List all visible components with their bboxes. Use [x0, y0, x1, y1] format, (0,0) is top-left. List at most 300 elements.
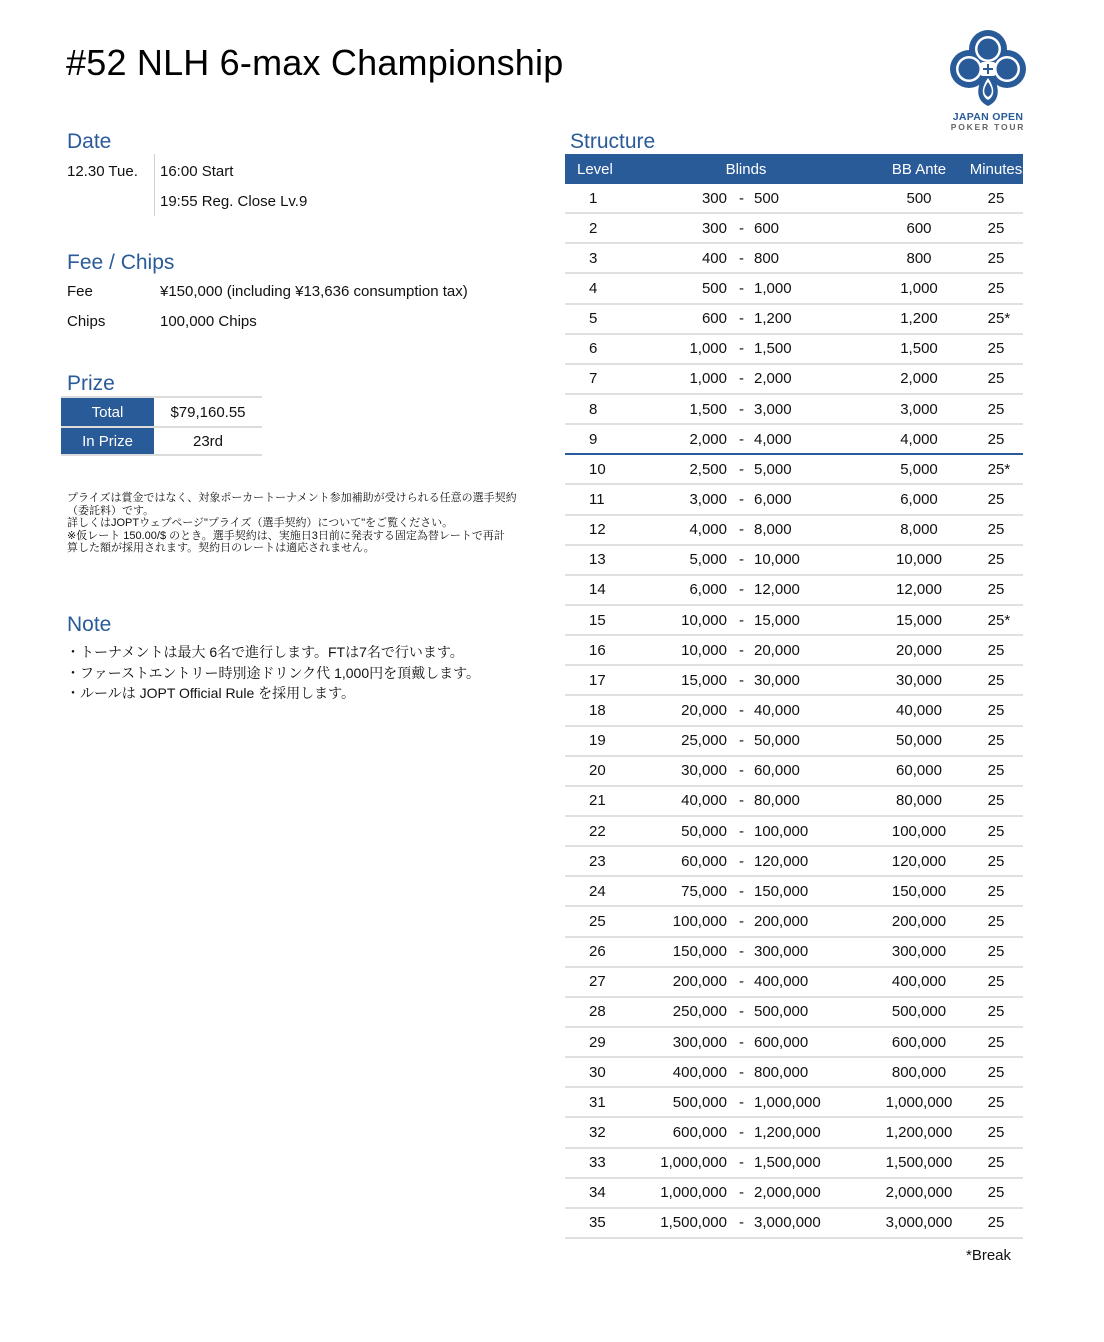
minutes-cell: [969, 401, 1023, 418]
small-blind-cell: 300: [701, 219, 727, 237]
minutes-cell: 25*: [987, 611, 1011, 629]
start-time: 16:00 Start: [160, 163, 234, 180]
big-blind-cell: 40,000: [754, 701, 800, 719]
page-title: #52 NLH 6-max Championship: [66, 42, 564, 83]
structure-row: [565, 636, 1023, 666]
blind-separator: -: [739, 611, 744, 629]
minutes-cell: [969, 732, 1023, 749]
minutes-value: 25: [987, 973, 1005, 991]
bb-ante-cell: 5,000: [900, 460, 938, 478]
structure-row: [565, 244, 1023, 274]
blind-separator: -: [739, 249, 744, 267]
column-header-minutes: Minutes: [969, 160, 1023, 178]
small-blind-cell: 5,000: [689, 551, 727, 569]
minutes-value: 25: [987, 641, 1005, 659]
level-cell: 18: [589, 701, 606, 719]
bb-ante-cell: 2,000,000: [885, 1184, 953, 1202]
structure-row: [565, 1118, 1023, 1148]
small-blind-cell: 100,000: [672, 912, 727, 930]
small-blind-cell: 150,000: [672, 943, 727, 961]
blind-separator: -: [739, 310, 744, 328]
minutes-value: 25: [987, 732, 1005, 750]
big-blind-cell: 6,000: [754, 490, 792, 508]
disclaimer-line: （委託料）です。: [67, 504, 155, 517]
small-blind-cell: 75,000: [681, 882, 727, 900]
big-blind-cell: 1,200,000: [754, 1123, 821, 1141]
level-cell: 16: [589, 641, 606, 659]
bb-ante-cell: 1,000: [900, 279, 938, 297]
small-blind-cell: 40,000: [681, 792, 727, 810]
small-blind-cell: 1,000,000: [660, 1184, 727, 1202]
logo-text-line1: JAPAN OPEN: [952, 111, 1024, 123]
blind-separator: -: [739, 732, 744, 750]
structure-row: [565, 696, 1023, 726]
structure-row: [565, 727, 1023, 757]
minutes-cell: 25*: [987, 460, 1011, 478]
minutes-cell: [969, 521, 1023, 538]
structure-row: [565, 485, 1023, 515]
minutes-cell: 25*: [987, 310, 1011, 328]
minutes-value: 25: [987, 189, 1005, 207]
minutes-value: 25: [987, 1063, 1005, 1081]
small-blind-cell: 10,000: [681, 611, 727, 629]
structure-row: [565, 817, 1023, 847]
bb-ante-cell: 1,200,000: [885, 1123, 953, 1141]
blind-separator: -: [739, 1123, 744, 1141]
minutes-value: 25: [987, 581, 1005, 599]
minutes-value: 25: [987, 249, 1005, 267]
level-cell: 2: [589, 219, 598, 237]
disclaimer-line: 詳しくはJOPTウェブページ"プライズ（選手契約）について"をご覧ください。: [67, 517, 454, 529]
minutes-value: 25: [987, 490, 1005, 508]
big-blind-cell: 1,200: [754, 310, 792, 328]
level-cell: 8: [589, 400, 598, 418]
structure-row: [565, 1209, 1023, 1239]
bb-ante-cell: 1,500,000: [885, 1154, 953, 1172]
structure-row: [565, 305, 1023, 335]
note-item: ・トーナメントは最大 6名で進行します。FTは7名で行います。: [66, 644, 464, 660]
structure-row: [565, 666, 1023, 696]
blind-separator: -: [739, 973, 744, 991]
structure-row: [565, 1058, 1023, 1088]
structure-row: [565, 395, 1023, 425]
minutes-cell: [969, 1154, 1023, 1171]
small-blind-cell: 300: [701, 189, 727, 207]
level-cell: 7: [589, 370, 598, 388]
minutes-cell: [969, 1003, 1023, 1020]
blind-separator: -: [739, 340, 744, 358]
bb-ante-cell: 100,000: [891, 822, 947, 840]
bb-ante-cell: 12,000: [896, 581, 942, 599]
small-blind-cell: 30,000: [681, 762, 727, 780]
bb-ante-cell: 30,000: [896, 671, 942, 689]
big-blind-cell: 5,000: [754, 460, 792, 478]
date-day: 12.30 Tue.: [67, 163, 138, 180]
minutes-value: 25: [987, 852, 1005, 870]
big-blind-cell: 120,000: [754, 852, 809, 870]
small-blind-cell: 60,000: [681, 852, 727, 870]
structure-row: [565, 847, 1023, 877]
big-blind-cell: 1,000: [754, 279, 792, 297]
big-blind-cell: 15,000: [754, 611, 800, 629]
big-blind-cell: 3,000,000: [754, 1214, 821, 1232]
structure-row: [565, 998, 1023, 1028]
prize-total-label: Total: [61, 398, 154, 426]
small-blind-cell: 2,500: [689, 460, 727, 478]
small-blind-cell: 10,000: [681, 641, 727, 659]
structure-table-body: [565, 184, 1023, 1239]
big-blind-cell: 1,500: [754, 340, 792, 358]
level-cell: 34: [589, 1184, 606, 1202]
bb-ante-cell: 1,500: [900, 340, 938, 358]
bb-ante-cell: 500,000: [891, 1003, 947, 1021]
minutes-cell: [969, 1124, 1023, 1141]
minutes-cell: [969, 792, 1023, 809]
minutes-cell: [969, 250, 1023, 267]
bb-ante-cell: 600: [906, 219, 932, 237]
blind-separator: -: [739, 1093, 744, 1111]
structure-row: [565, 425, 1023, 455]
minutes-cell: [969, 913, 1023, 930]
small-blind-cell: 25,000: [681, 732, 727, 750]
level-cell: 4: [589, 279, 598, 297]
minutes-cell: [969, 340, 1023, 357]
minutes-cell: [969, 1064, 1023, 1081]
note-heading: Note: [67, 613, 112, 636]
big-blind-cell: 1,000,000: [754, 1093, 821, 1111]
structure-row: [565, 214, 1023, 244]
big-blind-cell: 8,000: [754, 521, 792, 539]
bb-ante-cell: 500: [906, 189, 932, 207]
small-blind-cell: 1,000: [689, 370, 727, 388]
disclaimer-line: 算した額が採用されます。契約日のレートは適応されません。: [67, 542, 375, 554]
blind-separator: -: [739, 279, 744, 297]
minutes-value: 25: [987, 912, 1005, 930]
minutes-value: 25: [987, 1003, 1005, 1021]
minutes-cell: [969, 220, 1023, 237]
bb-ante-cell: 400,000: [891, 973, 947, 991]
bb-ante-cell: 800,000: [891, 1063, 947, 1081]
minutes-value: 25: [987, 792, 1005, 810]
big-blind-cell: 3,000: [754, 400, 792, 418]
level-cell: 27: [589, 973, 606, 991]
disclaimer-line: プライズは賞金ではなく、対象ポーカートーナメント参加補助が受けられる任意の選手契約: [67, 492, 517, 504]
fee-chips-heading: Fee / Chips: [67, 251, 175, 274]
blind-separator: -: [739, 822, 744, 840]
level-cell: 6: [589, 340, 598, 358]
structure-row: [565, 184, 1023, 214]
minutes-cell: [969, 642, 1023, 659]
bb-ante-cell: 3,000,000: [885, 1214, 953, 1232]
level-cell: 10: [589, 460, 606, 478]
big-blind-cell: 400,000: [754, 973, 809, 991]
structure-row: [565, 576, 1023, 606]
blind-separator: -: [739, 370, 744, 388]
minutes-cell: [969, 1184, 1023, 1201]
bb-ante-cell: 20,000: [896, 641, 942, 659]
big-blind-cell: 2,000: [754, 370, 792, 388]
column-header-level: Level: [577, 160, 613, 178]
minutes-value: 25: [987, 460, 1005, 478]
structure-row: [565, 757, 1023, 787]
minutes-cell: [969, 370, 1023, 387]
minutes-value: 25: [987, 1123, 1005, 1141]
bb-ante-cell: 40,000: [896, 701, 942, 719]
minutes-cell: [969, 853, 1023, 870]
level-cell: 11: [589, 490, 605, 508]
note-list: [66, 642, 480, 704]
structure-table: [565, 154, 1023, 1239]
bb-ante-cell: 6,000: [900, 490, 938, 508]
big-blind-cell: 600: [754, 219, 780, 237]
big-blind-cell: 600,000: [754, 1033, 809, 1051]
blind-separator: -: [739, 1184, 744, 1202]
big-blind-cell: 10,000: [754, 551, 800, 569]
big-blind-cell: 100,000: [754, 822, 809, 840]
reg-close-time: 19:55 Reg. Close Lv.9: [160, 193, 308, 210]
small-blind-cell: 300,000: [672, 1033, 727, 1051]
minutes-value: 25: [987, 310, 1005, 328]
blind-separator: -: [739, 1063, 744, 1081]
minutes-cell: [969, 1094, 1023, 1111]
minutes-value: 25: [987, 611, 1005, 629]
small-blind-cell: 500,000: [672, 1093, 727, 1111]
small-blind-cell: 600,000: [672, 1123, 727, 1141]
big-blind-cell: 50,000: [754, 732, 800, 750]
bb-ante-cell: 15,000: [896, 611, 942, 629]
blind-separator: -: [739, 641, 744, 659]
big-blind-cell: 60,000: [754, 762, 800, 780]
bb-ante-cell: 60,000: [896, 762, 942, 780]
level-cell: 30: [589, 1063, 606, 1081]
structure-row: [565, 546, 1023, 576]
level-cell: 14: [589, 581, 606, 599]
small-blind-cell: 600: [701, 310, 727, 328]
small-blind-cell: 1,000,000: [660, 1154, 727, 1172]
big-blind-cell: 800,000: [754, 1063, 809, 1081]
structure-row: [565, 1028, 1023, 1058]
structure-row: [565, 907, 1023, 937]
prize-in-prize-value: 23rd: [192, 432, 224, 450]
big-blind-cell: 500,000: [754, 1003, 809, 1021]
blind-separator: -: [739, 400, 744, 418]
minutes-value: 25: [987, 701, 1005, 719]
blind-separator: -: [739, 701, 744, 719]
big-blind-cell: 1,500,000: [754, 1154, 821, 1172]
minutes-cell: [969, 491, 1023, 508]
minutes-value: 25: [987, 279, 1005, 297]
minutes-value: 25: [987, 551, 1005, 569]
bb-ante-cell: 1,000,000: [885, 1093, 953, 1111]
level-cell: 23: [589, 852, 606, 870]
minutes-value: 25: [987, 1093, 1005, 1111]
structure-heading: Structure: [570, 130, 656, 153]
prize-disclaimer: [67, 492, 537, 555]
minutes-cell: [969, 1034, 1023, 1051]
minutes-value: 25: [987, 822, 1005, 840]
blind-separator: -: [739, 671, 744, 689]
minutes-cell: [969, 280, 1023, 297]
date-divider: [154, 154, 155, 216]
level-cell: 21: [589, 792, 606, 810]
structure-row: [565, 274, 1023, 304]
level-cell: 12: [589, 521, 606, 539]
minutes-value: 25: [987, 219, 1005, 237]
structure-row: [565, 455, 1023, 485]
structure-row: [565, 335, 1023, 365]
blind-separator: -: [739, 912, 744, 930]
prize-heading: Prize: [67, 372, 115, 395]
small-blind-cell: 15,000: [681, 671, 727, 689]
big-blind-cell: 150,000: [754, 882, 809, 900]
big-blind-cell: 4,000: [754, 430, 792, 448]
blind-separator: -: [739, 430, 744, 448]
minutes-cell: [969, 1214, 1023, 1231]
blind-separator: -: [739, 490, 744, 508]
structure-row: [565, 516, 1023, 546]
blind-separator: -: [739, 189, 744, 207]
minutes-cell: [969, 581, 1023, 598]
big-blind-cell: 30,000: [754, 671, 800, 689]
level-cell: 32: [589, 1123, 606, 1141]
bb-ante-cell: 50,000: [896, 732, 942, 750]
big-blind-cell: 200,000: [754, 912, 809, 930]
column-header-bb-ante: BB Ante: [891, 160, 947, 178]
level-cell: 3: [589, 249, 598, 267]
level-cell: 29: [589, 1033, 606, 1051]
minutes-value: 25: [987, 340, 1005, 358]
small-blind-cell: 1,500: [689, 400, 727, 418]
structure-row: [565, 877, 1023, 907]
logo-text-line2: POKER TOUR: [950, 122, 1026, 132]
level-cell: 5: [589, 310, 598, 328]
small-blind-cell: 400,000: [672, 1063, 727, 1081]
small-blind-cell: 200,000: [672, 973, 727, 991]
bb-ante-cell: 8,000: [900, 521, 938, 539]
blind-separator: -: [739, 762, 744, 780]
bb-ante-cell: 800: [906, 249, 932, 267]
clover-logo-icon: [948, 28, 1028, 110]
bb-ante-cell: 300,000: [891, 943, 947, 961]
level-cell: 24: [589, 882, 606, 900]
blind-separator: -: [739, 852, 744, 870]
level-cell: 35: [589, 1214, 606, 1232]
minutes-value: 25: [987, 1033, 1005, 1051]
small-blind-cell: 50,000: [681, 822, 727, 840]
minutes-value: 25: [987, 521, 1005, 539]
big-blind-cell: 500: [754, 189, 780, 207]
bb-ante-cell: 1,200: [900, 310, 938, 328]
prize-total-value: $79,160.55: [170, 403, 246, 421]
small-blind-cell: 500: [701, 279, 727, 297]
level-cell: 17: [589, 671, 606, 689]
structure-row: [565, 1179, 1023, 1209]
blind-separator: -: [739, 1033, 744, 1051]
minutes-value: 25: [987, 1184, 1005, 1202]
minutes-value: 25: [987, 943, 1005, 961]
bb-ante-cell: 150,000: [891, 882, 947, 900]
disclaimer-line: ※仮レート 150.00/$ のとき。選手契約は、実施日3日前に発表する固定為替レートで再計: [67, 529, 505, 542]
blind-separator: -: [739, 882, 744, 900]
break-legend: *Break: [966, 1247, 1012, 1264]
big-blind-cell: 80,000: [754, 792, 800, 810]
minutes-cell: [969, 823, 1023, 840]
bb-ante-cell: 3,000: [900, 400, 938, 418]
minutes-value: 25: [987, 671, 1005, 689]
small-blind-cell: 250,000: [672, 1003, 727, 1021]
small-blind-cell: 400: [701, 249, 727, 267]
structure-row: [565, 365, 1023, 395]
structure-row: [565, 606, 1023, 636]
big-blind-cell: 2,000,000: [754, 1184, 821, 1202]
fee-value: ¥150,000 (including ¥13,636 consumption tax): [160, 283, 468, 300]
blind-separator: -: [739, 1214, 744, 1232]
prize-in-prize-label: In Prize: [61, 428, 154, 454]
minutes-cell: [969, 431, 1023, 448]
small-blind-cell: 2,000: [689, 430, 727, 448]
minutes-cell: [969, 702, 1023, 719]
structure-row: [565, 787, 1023, 817]
big-blind-cell: 12,000: [754, 581, 800, 599]
minutes-value: 25: [987, 762, 1005, 780]
minutes-cell: [969, 762, 1023, 779]
blind-separator: -: [739, 943, 744, 961]
bb-ante-cell: 120,000: [891, 852, 947, 870]
level-cell: 33: [589, 1154, 606, 1172]
minutes-cell: [969, 551, 1023, 568]
blind-separator: -: [739, 792, 744, 810]
chips-value: 100,000 Chips: [160, 313, 257, 330]
big-blind-cell: 300,000: [754, 943, 809, 961]
small-blind-cell: 20,000: [681, 701, 727, 719]
big-blind-cell: 800: [754, 249, 780, 267]
blind-separator: -: [739, 551, 744, 569]
structure-row: [565, 1149, 1023, 1179]
prize-row-in-prize: [61, 426, 262, 456]
level-cell: 9: [589, 430, 598, 448]
bb-ante-cell: 10,000: [896, 551, 942, 569]
minutes-value: 25: [987, 430, 1005, 448]
blind-separator: -: [739, 1003, 744, 1021]
small-blind-cell: 1,000: [689, 340, 727, 358]
level-cell: 28: [589, 1003, 606, 1021]
level-cell: 1: [589, 189, 598, 207]
bb-ante-cell: 80,000: [896, 792, 942, 810]
bb-ante-cell: 4,000: [900, 430, 938, 448]
blind-separator: -: [739, 219, 744, 237]
big-blind-cell: 20,000: [754, 641, 800, 659]
small-blind-cell: 3,000: [689, 490, 727, 508]
level-cell: 15: [589, 611, 606, 629]
date-heading: Date: [67, 130, 112, 153]
structure-row: [565, 968, 1023, 998]
level-cell: 25: [589, 912, 606, 930]
chips-label: Chips: [67, 313, 106, 330]
prize-table: [61, 396, 262, 456]
minutes-cell: [969, 973, 1023, 990]
blind-separator: -: [739, 521, 744, 539]
small-blind-cell: 1,500,000: [660, 1214, 727, 1232]
minutes-value: 25: [987, 1214, 1005, 1232]
blind-separator: -: [739, 1154, 744, 1172]
level-cell: 26: [589, 943, 606, 961]
minutes-cell: [969, 943, 1023, 960]
prize-row-total: [61, 396, 262, 426]
small-blind-cell: 6,000: [689, 581, 727, 599]
blind-separator: -: [739, 581, 744, 599]
minutes-value: 25: [987, 882, 1005, 900]
fee-label: Fee: [67, 283, 93, 300]
